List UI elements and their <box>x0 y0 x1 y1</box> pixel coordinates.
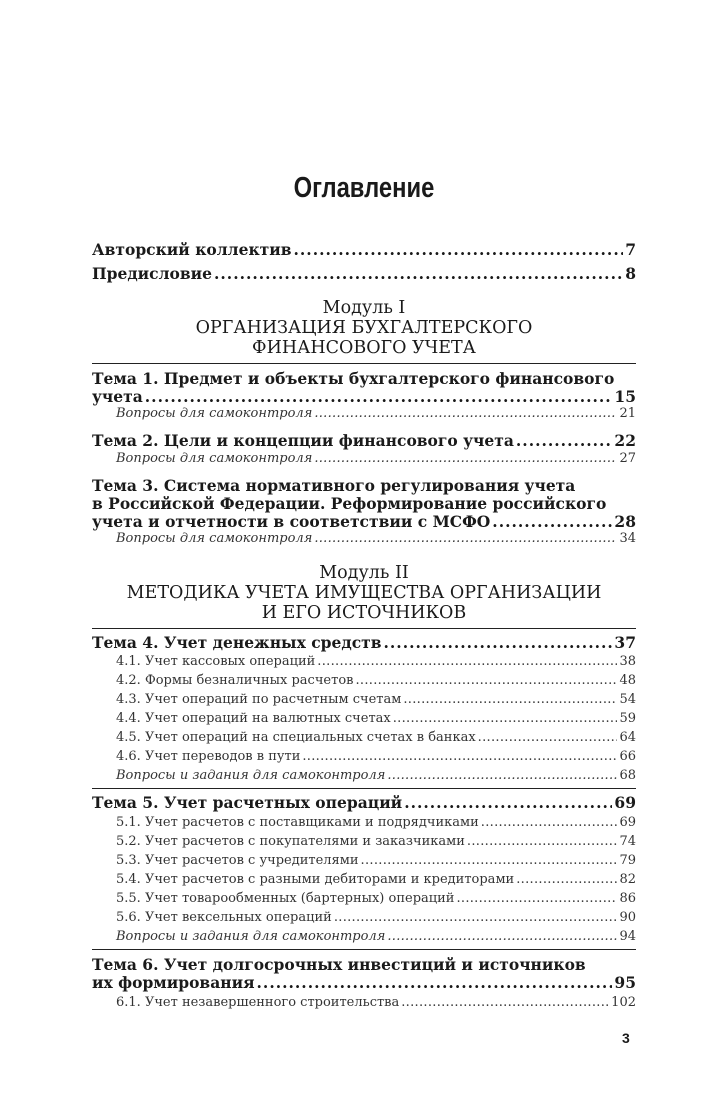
divider <box>92 949 636 950</box>
module-2-title-line2: И ЕГО ИСТОЧНИКОВ <box>261 603 467 623</box>
module-1-title-line1: ОРГАНИЗАЦИЯ БУХГАЛТЕРСКОГО <box>195 318 533 338</box>
toc-subentry[interactable]: 4.2. Формы безналичных расчетов ..... 48 <box>116 673 636 688</box>
toc-entry-authors[interactable]: Авторский коллектив ..... 7 <box>92 240 636 259</box>
toc-subentry[interactable]: 5.4. Учет расчетов с разными дебиторами и кредиторами ..... 82 <box>116 872 636 887</box>
toc-subentry[interactable]: 4.5. Учет операций на специальных счетах в банках ..... 64 <box>116 730 636 745</box>
toc-subentry[interactable]: 4.4. Учет операций на валютных счетах ..... 59 <box>116 711 636 726</box>
toc-entry-topic-2[interactable]: Тема 2. Цели и концепции финансового учета ..... 22 <box>92 431 636 450</box>
toc-subentry[interactable]: 5.1. Учет расчетов с поставщиками и подрядчиками ..... 69 <box>116 815 636 830</box>
topic-3-title-line2[interactable]: в Российской Федерации. Реформирование российского <box>92 494 607 513</box>
divider <box>92 628 636 629</box>
toc-subentry[interactable]: 5.2. Учет расчетов с покупателями и заказчиками ..... 74 <box>116 834 636 849</box>
topic-3-title-line1[interactable]: Тема 3. Система нормативного регулирования учета <box>92 476 576 495</box>
module-1-label: Модуль I <box>322 298 406 318</box>
toc-subentry[interactable]: 4.6. Учет переводов в пути ..... 66 <box>116 749 636 764</box>
toc-entry-topic-1[interactable]: учета ..... 15 <box>92 387 636 406</box>
page-title: Оглавление <box>293 172 435 204</box>
toc-subentry[interactable]: 5.6. Учет вексельных операций ..... 90 <box>116 910 636 925</box>
module-1-title-line2: ФИНАНСОВОГО УЧЕТА <box>252 338 476 358</box>
module-2-title-line1: МЕТОДИКА УЧЕТА ИМУЩЕСТВА ОРГАНИЗАЦИИ <box>126 583 602 603</box>
toc-entry-questions[interactable]: Вопросы и задания для самоконтроля ..... 68 <box>116 768 636 783</box>
toc-entry-topic-4[interactable]: Тема 4. Учет денежных средств ..... 37 <box>92 633 636 652</box>
toc-entry-topic-6[interactable]: их формирования ..... 95 <box>92 973 636 992</box>
toc-subentry[interactable]: 5.3. Учет расчетов с учредителями ..... 79 <box>116 853 636 868</box>
toc-entry-topic-3[interactable]: учета и отчетности в соответствии с МСФО ..... 28 <box>92 512 636 531</box>
toc-subentry[interactable]: 4.3. Учет операций по расчетным счетам ..... 54 <box>116 692 636 707</box>
toc-entry-preface[interactable]: Предисловие ..... 8 <box>92 264 636 283</box>
toc-subentry[interactable]: 6.1. Учет незавершенного строительства ..... 102 <box>116 995 636 1010</box>
topic-1-title[interactable]: Тема 1. Предмет и объекты бухгалтерского финансового <box>92 369 615 388</box>
toc-entry-questions[interactable]: Вопросы для самоконтроля ..... 21 <box>116 406 636 421</box>
topic-6-title[interactable]: Тема 6. Учет долгосрочных инвестиций и источников <box>92 955 586 974</box>
divider <box>92 363 636 364</box>
toc-entry-topic-5[interactable]: Тема 5. Учет расчетных операций ..... 69 <box>92 793 636 812</box>
toc-entry-questions[interactable]: Вопросы и задания для самоконтроля ..... 94 <box>116 929 636 944</box>
toc-entry-questions[interactable]: Вопросы для самоконтроля ..... 27 <box>116 451 636 466</box>
page-number: 3 <box>622 1030 630 1046</box>
toc-subentry[interactable]: 4.1. Учет кассовых операций ..... 38 <box>116 654 636 669</box>
toc-subentry[interactable]: 5.5. Учет товарообменных (бартерных) операций ..... 86 <box>116 891 636 906</box>
module-2-label: Модуль II <box>319 563 409 583</box>
divider <box>92 788 636 789</box>
toc-entry-questions[interactable]: Вопросы для самоконтроля ..... 34 <box>116 531 636 546</box>
